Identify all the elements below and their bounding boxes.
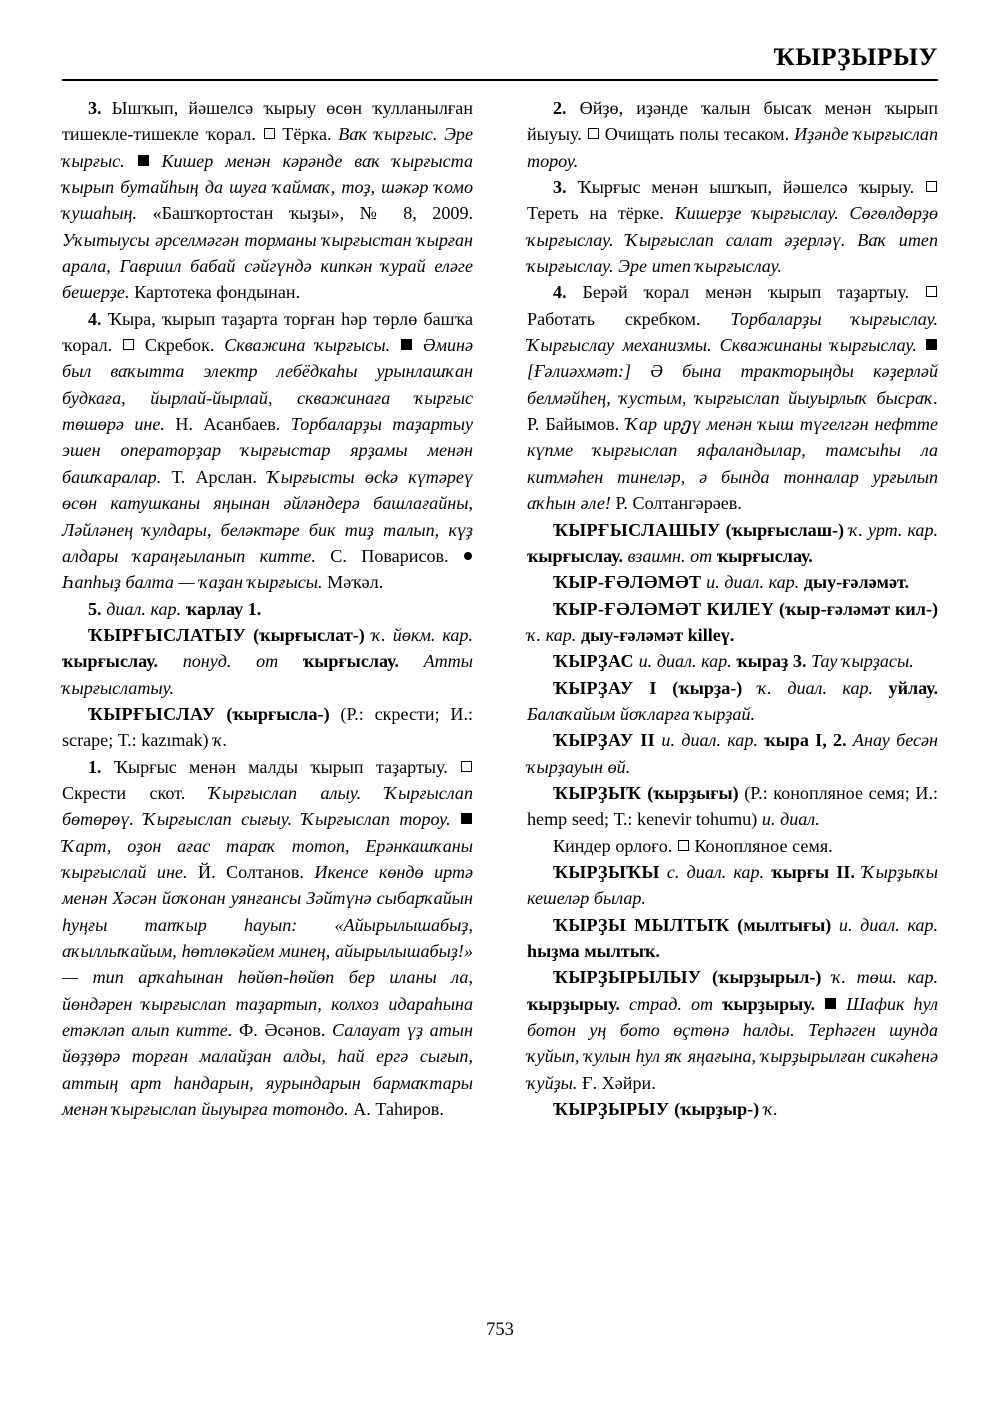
headword: ҠЫРҘАУ II (553, 730, 656, 751)
translation-equivalents: (Р.: конопляное семя; И.: hemp seed; Т.: kenevir tohumu) (527, 782, 938, 830)
citation-source: Картотека фондынан. (134, 282, 301, 303)
running-head (62, 42, 938, 84)
page-number: 753 (486, 1320, 514, 1340)
definition-bashkir: Киндер орлоғо. (553, 835, 673, 856)
open-square-marker (678, 840, 689, 851)
entry-kyrdyk (527, 780, 938, 833)
part-of-speech: ҡ. (371, 624, 386, 645)
entry-kyrgyslau (62, 701, 473, 754)
example-phrases: Ваҡ ҡырғыс. Эре ҡырғыс. (62, 124, 474, 171)
citation-quote: Ҡар ирეү менән ҡыш түгелгән нефтте күпме ҡырғыслап яфаландылар, тамсыһы ла китмәһен тинеләр, ә бында тонналар урғылып аҡһын әле! (527, 414, 939, 514)
open-square-marker (461, 761, 472, 772)
proverb-text: Һапһыҙ балта — ҡаҙан ҡырғысы. (62, 572, 323, 593)
header-divider (62, 79, 938, 81)
entry-kyrdas (527, 648, 938, 674)
definition-russian: Тёрка. (282, 124, 332, 145)
usage-label: диал. кар. (106, 598, 182, 619)
part-of-speech: ҡ. (763, 1099, 778, 1120)
headword: ҠЫРҘЫ МЫЛТЫҠ (553, 914, 730, 935)
sense-number: 4. (88, 308, 102, 329)
headword: ҠЫРҘАС (553, 651, 634, 672)
cross-reference: һыҙма мылтыҡ. (527, 941, 660, 961)
part-of-speech: и. (761, 809, 776, 830)
cross-reference: ҡырғыслау. (527, 545, 624, 566)
example-phrases: Атты ҡырғыслатыу. (62, 651, 474, 698)
sense-number: 3. (88, 98, 102, 118)
citation-source: Н. Асанбаев. (175, 414, 281, 435)
entry-kyrdyryu (527, 1096, 938, 1122)
citation-source: «Башҡортостан ҡыҙы», № 8, 2009. (152, 203, 474, 224)
cross-reference: ҡыраҙ 3. (736, 651, 807, 672)
usage-label: диал. кар. (681, 730, 758, 751)
entry-kyrgyslatyu (62, 622, 473, 701)
paradigm-form: (мылтығы) (737, 914, 832, 935)
sense-block-5 (62, 596, 473, 622)
usage-label-russian: страд. от (629, 993, 714, 1014)
headword: ҠЫРҒЫСЛАУ (88, 703, 216, 724)
entry-kyrdyky (527, 859, 938, 912)
citation-source: С. Поварисов. (330, 545, 449, 566)
part-of-speech: ҡ. (527, 624, 542, 645)
usage-label: кар. (545, 624, 577, 645)
sense-block-2 (527, 95, 938, 174)
sense-block-1 (62, 754, 473, 1123)
example-phrases: Скважина ҡырғысы. (224, 335, 391, 356)
sense-number: 4. (553, 282, 567, 303)
definition-russian: Скребок. (144, 335, 215, 356)
usage-label-russian: понуд. от (182, 651, 279, 672)
definition-russian: Тереть на тёрке. (527, 203, 664, 224)
sense-block-4 (62, 306, 473, 596)
example-phrases: Балаҡайым йоҡларға ҡырҙай. (527, 703, 756, 724)
headword: ҠЫР-ҒӘЛӘМӘТ КИЛЕҮ (553, 598, 775, 619)
cross-reference: ҡырғы II. (771, 861, 855, 882)
sense-block-4 (527, 279, 938, 516)
example-phrases: Ҡырғыслап алыу. Ҡырғыслап бөтөрөү. Ҡырғыслап сығыу. Ҡырғыслап тороу. (62, 782, 473, 830)
usage-label: диал. кар. (656, 651, 732, 672)
paradigm-form: (ҡыр-ғәләмәт кил-) (778, 598, 938, 619)
definition-bashkir: Өйҙө, иҙәнде ҡалын бысаҡ менән ҡырып йыуыу. (527, 98, 939, 145)
definition-bashkir: Ышҡып, йәшелсә ҡырыу өсөн ҡулланылған тишекле-тишекле ҡорал. (62, 98, 474, 145)
part-of-speech: и. (838, 914, 853, 935)
part-of-speech: ҡ. (213, 730, 228, 751)
citation-quote: Кишер менән кәрәнде ваҡ ҡырғыста ҡырып бутайһың да шуға ҡаймаҡ, тоҙ, шәкәр ҡомо ҡушаһың. (62, 150, 474, 224)
paradigm-form: (ҡырғысла-) (226, 703, 330, 724)
part-of-speech: и. (661, 730, 675, 751)
citation-quote: Торбаларҙы таҙартыу эшен операторҙар ҡырғыстар ярҙамы менән башҡаралар. (62, 414, 473, 487)
headword: ҠЫРҘЫРЫЛЫУ (553, 967, 702, 988)
usage-label: диал. кар. (724, 572, 800, 593)
headword: ҠЫРҒЫСЛАШЫУ (553, 519, 721, 540)
cross-reference: ҡырҙырыу. (722, 993, 816, 1014)
sense-number: 3. (553, 177, 567, 198)
citation-source: А. Таһиров. (353, 1099, 444, 1120)
entry-kyrdy-myltyk (527, 912, 938, 965)
cross-reference: дыу-ғәләмәт. (803, 572, 910, 593)
citation-quote: Уҡытыусы әрселмәгән торманы ҡырғыстан ҡырған арала, Гавриил бабай сәйгүндә кипкән ҡурай еләге бешерҙе. (62, 229, 473, 303)
cross-reference: ҡырғыслау. (62, 651, 159, 672)
citation-source: Р. Солтангәрәев. (615, 493, 742, 514)
cross-reference: ҡыра I, 2. (764, 730, 847, 751)
filled-square-marker (926, 339, 937, 350)
definition-russian: Скрести скот. (62, 782, 186, 803)
example-phrases: Иҙәнде ҡырғыслап тороу. (527, 124, 939, 171)
entry-kyrdau-2 (527, 727, 938, 780)
cross-reference: ҡырғыслау. (302, 651, 399, 672)
sense-block-3 (527, 174, 938, 279)
citation-quote: Ҡарт, оҙон ағас тараҡ тотоп, Ерәнкашҡаны ҡырғыслай ине. (62, 835, 473, 882)
part-of-speech: ҡ. (757, 677, 772, 698)
filled-square-marker (138, 155, 149, 166)
usage-label: урт. кар. (868, 519, 939, 540)
quote-speaker: [Ғәлиәхмәт:] (527, 361, 632, 382)
entry-kyrdyk-definition (527, 833, 938, 859)
sense-number: 2. (553, 98, 567, 118)
citation-source: Й. Солтанов. (198, 861, 304, 882)
sense-block-3 (62, 95, 473, 306)
usage-label: диал. (780, 809, 820, 830)
citation-source: Ф. Әсәнов. (239, 1020, 326, 1041)
citation-quote: Салауат үҙ атын йөҙҙөрә торған малайҙан алды, һай ергә сығып, аттың арт һандарын, яурындарын бармаҡтары менән ҡырғыслап йыуырға тотондо. (62, 1020, 473, 1120)
sense-number: 1. (88, 756, 102, 777)
left-column (62, 95, 473, 1122)
usage-label: диал. кар. (860, 914, 939, 935)
usage-label: төш. кар. (856, 967, 939, 988)
citation-quote: Әминә был ваҡытта электр лебёдкаһы урынлашҡан будкаға, йырлай-йырлай, скважинаға ҡырғыс төшөрә ине. (62, 335, 474, 435)
open-square-marker (264, 128, 275, 139)
cross-reference: дыу-ғәләмәт killeү. (580, 624, 735, 645)
definition-russian: Конопляное семя. (694, 835, 833, 856)
usage-label: диал. кар. (686, 861, 765, 882)
paradigm-form: (ҡырҙыр-) (674, 1099, 760, 1120)
usage-label-russian: взаимн. от (627, 545, 713, 566)
paradigm-form: (ҡырҙығы) (647, 782, 739, 803)
column-container (62, 95, 938, 1122)
usage-label: йөкм. кар. (392, 624, 474, 645)
example-phrases: Кишерҙе ҡырғыслау. Сөгөлдөрҙө ҡырғыслау. Ҡырғыслап салат әҙерләү. Ваҡ итеп ҡырғыслау. Эре итеп ҡырғыслау. (527, 203, 938, 277)
definition-bashkir: Ҡырғыс менән ышҡып, йәшелсә ҡырыу. (577, 177, 915, 198)
cross-reference: уйлау. (888, 677, 939, 698)
example-phrases: Анау бесән ҡырҙауын өй. (527, 730, 939, 777)
translation-equivalents: (Р.: скрести; И.: scrape; Т.: kazımak) (62, 703, 474, 751)
paradigm-form: (ҡырҙырыл-) (712, 967, 822, 988)
cross-reference: ҡырҙырыу. (527, 993, 620, 1014)
running-head-title: ҠЫРҘЫРЫУ (773, 42, 938, 71)
citation-quote: Шафик һул ботон уң бото өçтөнә һалды. Терһәген шунда ҡуйып, ҡулын һул яҡ яңағына, ҡырҙырылған сикәһенә ҡуйҙы. (527, 993, 939, 1093)
open-square-marker (926, 181, 937, 192)
citation-quote: Икенсе көндө иртә менән Хәсән йоҡонан уянғансы Зәйтүнә сыбарҡайын һуңғы тапҡыр һауып: «Айырылышабыҙ, аҡыллыҡайым, һөтлөкәйем минең, айырылышабыҙ!» — тип арҡаһынан һөйөп-һөйөп бер иланы ла, йөндәрен ҡырғыслап таҙартып, колхоз идараһына етәкләп алып китте. (62, 861, 474, 1041)
citation-source: Ғ. Хәйри. (582, 1072, 656, 1093)
filled-circle-marker (464, 552, 472, 560)
citation-source: Т. Арслан. (171, 466, 257, 487)
headword: ҠЫРҘАУ I (553, 677, 657, 698)
definition-bashkir: Ҡырғыс менән малды ҡырып таҙартыу. (113, 756, 448, 777)
open-square-marker (926, 286, 937, 297)
headword: ҠЫРҘЫРЫУ (553, 1099, 670, 1120)
example-phrases: Тау ҡырҙасы. (811, 651, 914, 672)
definition-russian: Работать скребком. (527, 308, 701, 329)
filled-square-marker (401, 339, 412, 350)
definition-bashkir: Берәй ҡорал менән ҡырып таҙартыу. (582, 282, 910, 303)
definition-russian: Очищать полы тесаком. (604, 124, 790, 145)
part-of-speech: и. (706, 572, 720, 593)
proverb-source: Мәҡәл. (327, 572, 384, 593)
open-square-marker (588, 128, 599, 139)
entry-kyr-galamat (527, 569, 938, 595)
cross-reference: ҡарлау 1. (185, 598, 262, 619)
sense-number: 5. (88, 598, 102, 619)
headword: ҠЫР-ҒӘЛӘМӘТ (553, 572, 702, 593)
filled-square-marker (461, 813, 472, 824)
example-phrases: Ҡырҙыҡы кешеләр былар. (527, 861, 939, 909)
entry-kyr-galamat-kileu (527, 596, 938, 649)
paradigm-form: (ҡырғыслат-) (253, 624, 365, 645)
example-phrases: Торбаларҙы ҡырғыслау. Ҡырғыслау механизмы. Скважинаны ҡырғыслау. (527, 308, 939, 356)
part-of-speech: и. (638, 651, 653, 672)
right-column (527, 95, 938, 1122)
paradigm-form: (ҡырҙа-) (672, 677, 743, 698)
cross-reference: ҡырғыслау. (716, 545, 813, 566)
paradigm-form: (ҡырғыслаш-) (725, 519, 845, 540)
part-of-speech: ҡ. (849, 519, 864, 540)
part-of-speech: с. (666, 861, 680, 882)
part-of-speech: ҡ. (831, 967, 847, 988)
citation-source: Р. Байымов. (527, 414, 620, 435)
filled-square-marker (825, 998, 836, 1009)
headword: ҠЫРҘЫҠЫ (553, 861, 660, 882)
entry-kyrgyslashyu (527, 517, 938, 570)
usage-label: диал. кар. (787, 677, 874, 698)
citation-quote: Ә бына тракторыңды кәҙерләй белмәйһең, ҡустым, ҡырғыслап йыуырлыҡ бысраҡ. (527, 361, 938, 408)
headword: ҠЫРҘЫҠ (553, 782, 642, 803)
definition-bashkir: Ҡыра, ҡырып таҙарта торған һәр төрлө башҡа ҡорал. (62, 308, 473, 356)
headword: ҠЫРҒЫСЛАТЫУ (88, 624, 247, 645)
entry-kyrdyrylyu (527, 964, 938, 1096)
open-square-marker (123, 339, 134, 350)
entry-kyrdau-1 (527, 675, 938, 728)
citation-quote: Ҡырғысты өсkә күтәреү өсөн катушканы яңынан әйләндерә башлағайны, Ләйләнең ҡулдары, беләктәре бик тиҙ талып, күҙ алдары ҡараңғыланып китте. (62, 466, 474, 566)
